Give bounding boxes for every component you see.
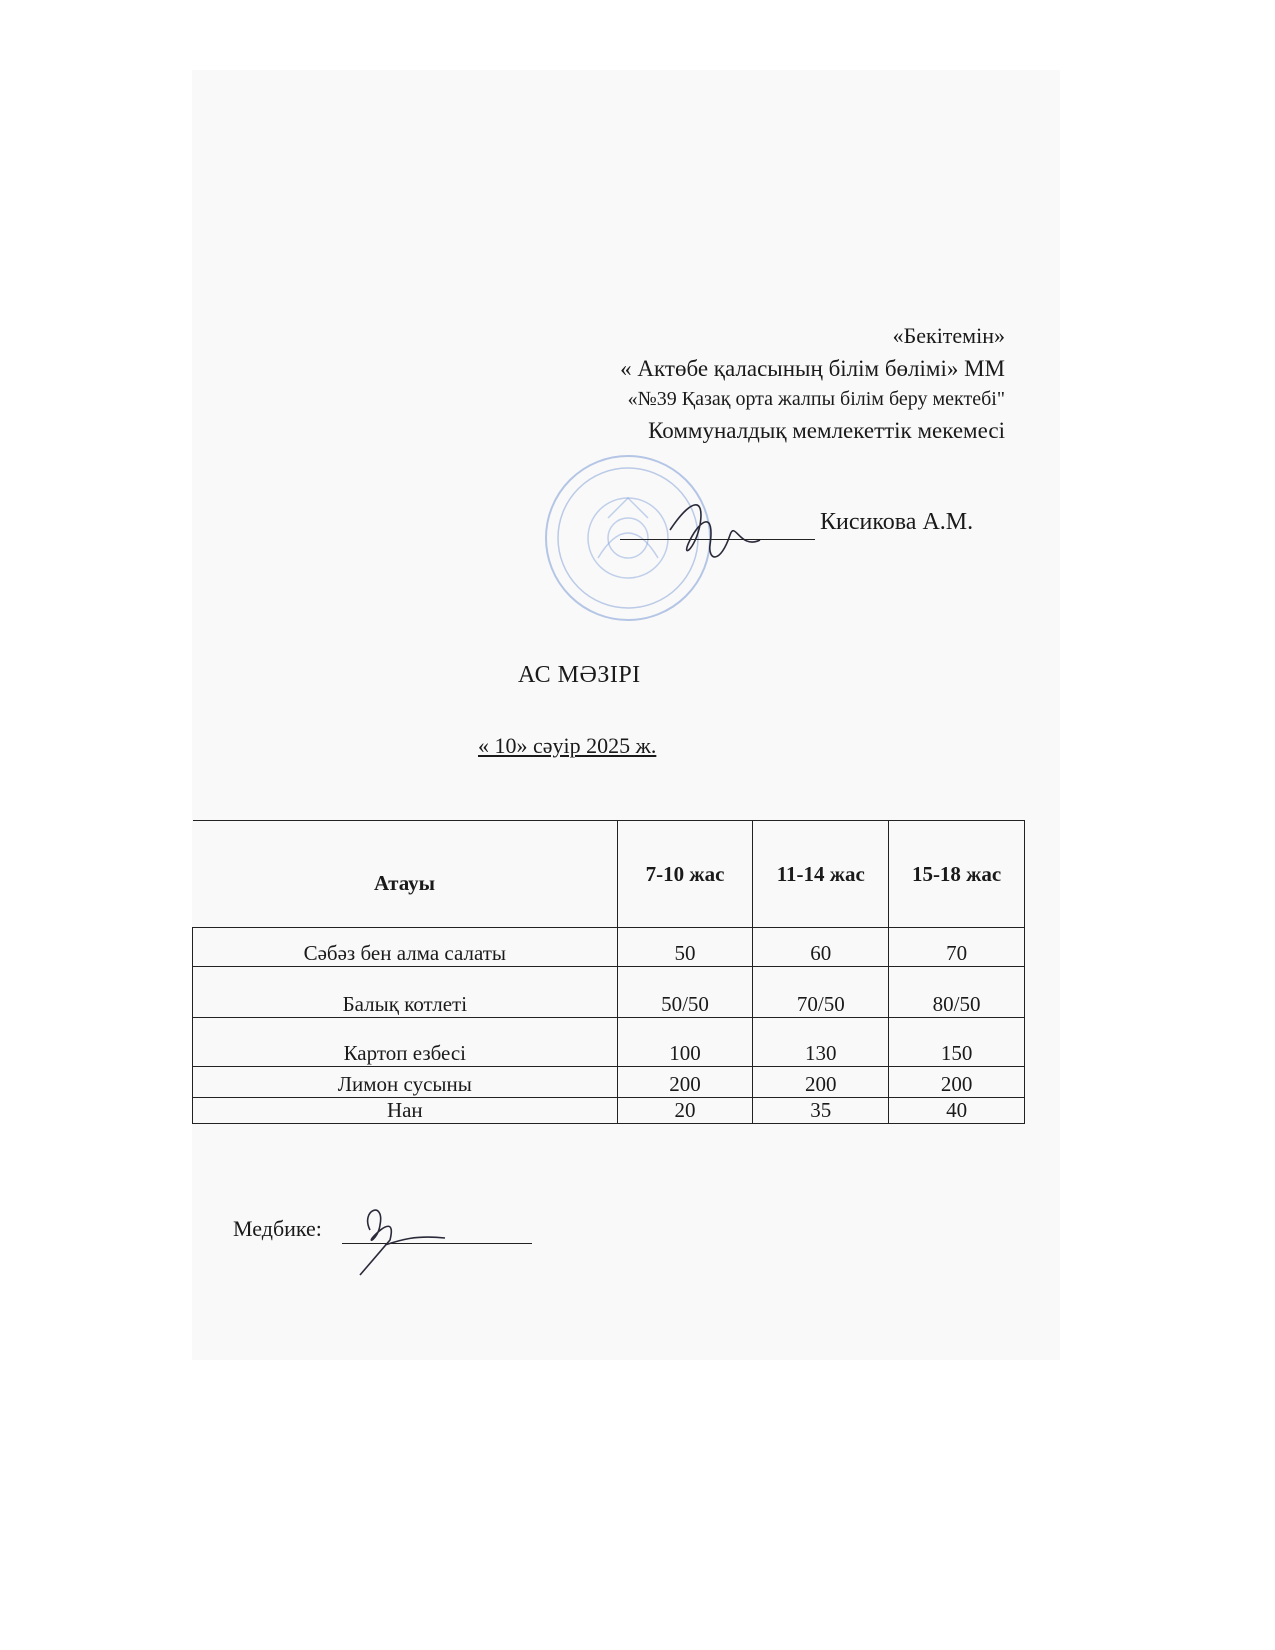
table-row [193, 1018, 1025, 1067]
portion-15-18: 200 [889, 1067, 1025, 1098]
menu-date: « 10» сәуір 2025 ж. [478, 733, 657, 758]
document-sheet [192, 70, 1060, 1360]
institution-type: Коммуналдық мемлекеттік мекемесі [648, 418, 1005, 444]
portion-15-18: 80/50 [889, 967, 1025, 1018]
portion-11-14: 35 [753, 1098, 889, 1124]
director-signature-row [620, 505, 1000, 545]
table-header-row [193, 821, 1025, 928]
portion-11-14: 60 [753, 928, 889, 967]
portion-7-10: 50 [617, 928, 753, 967]
portion-11-14: 200 [753, 1067, 889, 1098]
table-row [193, 967, 1025, 1018]
nurse-label: Медбике: [233, 1216, 322, 1241]
nurse-signature [340, 1190, 460, 1280]
header-age-15-18: 15-18 жас [889, 821, 1025, 928]
dish-name: Сәбәз бен алма салаты [193, 928, 618, 967]
dish-name: Картоп езбесі [193, 1018, 618, 1067]
school-name: «№39 Қазақ орта жалпы білім беру мектебі" [627, 388, 1005, 411]
table-row [193, 1067, 1025, 1098]
portion-7-10: 100 [617, 1018, 753, 1067]
header-age-7-10: 7-10 жас [617, 821, 753, 928]
portion-15-18: 40 [889, 1098, 1025, 1124]
portion-7-10: 200 [617, 1067, 753, 1098]
dish-name: Лимон сусыны [193, 1067, 618, 1098]
header-age-11-14: 11-14 жас [753, 821, 889, 928]
dish-name: Балық котлеті [193, 967, 618, 1018]
header-name: Атауы [193, 821, 618, 928]
portion-11-14: 130 [753, 1018, 889, 1067]
portion-15-18: 70 [889, 928, 1025, 967]
menu-table [192, 820, 1025, 1124]
table-row [193, 1098, 1025, 1124]
director-name: Кисикова А.М. [820, 509, 974, 535]
approve-label: «Бекітемін» [892, 323, 1005, 348]
table-row [193, 928, 1025, 967]
portion-15-18: 150 [889, 1018, 1025, 1067]
page-title: АС МӘЗІРІ [518, 662, 641, 688]
dish-name: Нан [193, 1098, 618, 1124]
portion-7-10: 20 [617, 1098, 753, 1124]
signature-line [620, 539, 815, 540]
portion-7-10: 50/50 [617, 967, 753, 1018]
approval-block [620, 320, 1005, 448]
portion-11-14: 70/50 [753, 967, 889, 1018]
department-name: « Актөбе қаласының білім бөлімі» ММ [620, 355, 1005, 381]
